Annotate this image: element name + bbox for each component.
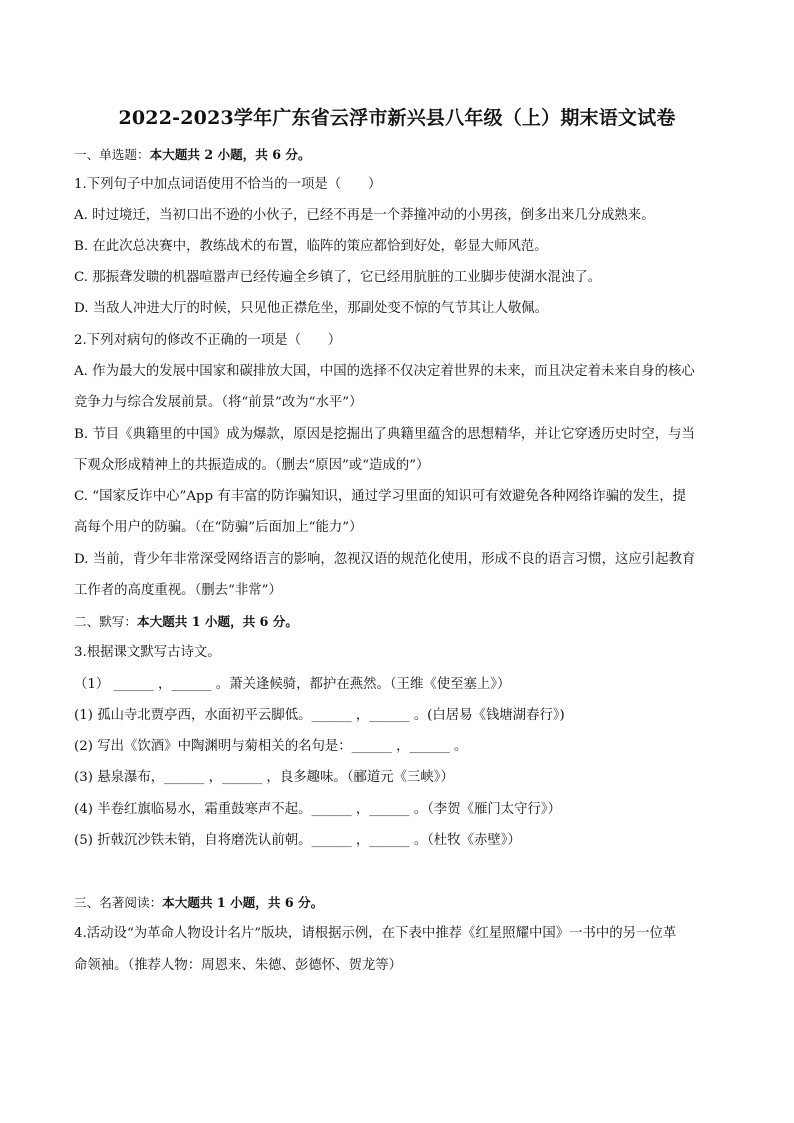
question-2-option-d-line2: 工作者的高度重视。（删去“非常”） [74, 583, 282, 598]
section-1-prefix: 一、单选题： [74, 147, 150, 162]
question-3-line-1: （1） ______ ，______ 。萧关逢候骑，都护在燕然。（王维《使至塞上》） [74, 677, 511, 692]
question-1-option-a: A. 时过境迁，当初口出不逊的小伙子，已经不再是一个莽撞冲动的小男孩，倒多出来几分成熟来。 [74, 208, 655, 223]
section-3-info: 本大题共 1 小题，共 6 分。 [162, 895, 324, 910]
question-2-option-c-line2: 高每个用户的防骗。（在“防骗”后面加上“能力”） [74, 520, 363, 535]
question-1-option-b: B. 在此次总决赛中，教练战术的布置，临阵的策应都恰到好处，彰显大师风范。 [74, 239, 548, 254]
section-3-prefix: 三、名著阅读： [74, 895, 163, 910]
section-2-info: 本大题共 1 小题，共 6 分。 [136, 614, 298, 629]
question-2-option-b-line1: B. 节目《典籍里的中国》成为爆款，原因是挖掘出了典籍里蕴含的思想精华，并让它穿透历史时空，与当 [74, 427, 695, 442]
question-3-line-5: (4) 半卷红旗临易水，霜重鼓寒声不起。______ ，______ 。（李贺《雁门太守行》） [74, 802, 562, 817]
question-3-line-4: (3) 悬泉瀑布，______ ，______ ，良多趣味。（郦道元《三峡》） [74, 770, 454, 785]
section-1-info: 本大题共 2 小题，共 6 分。 [149, 147, 311, 162]
question-1-option-c: C. 那振聋发聩的机器喧嚣声已经传遍全乡镇了，它已经用肮脏的工业脚步使湖水混浊了。 [74, 270, 602, 285]
question-2-option-d-line1: D. 当前，背少年非常深受网络语言的影响，忽视汉语的规范化使用，形成不良的语言习惯，这应引起教育 [74, 552, 696, 567]
question-2-option-c-line1: C. “国家反诈中心”App 有丰富的防诈骗知识，通过学习里面的知识可有效避免各种网络诈骗的发生，提 [74, 489, 687, 504]
question-2-option-a-line2: 竞争力与综合发展前景。（将“前景”改为“水平”） [74, 395, 363, 410]
question-2-option-b-line2: 下观众形成精神上的共振造成的。（删去“原因”或“造成的”） [74, 458, 430, 473]
section-2-heading [74, 613, 298, 631]
question-1-stem: 1.下列句子中加点词语使用不恰当的一项是（ ） [74, 177, 382, 192]
question-2-stem: 2.下列对病句的修改不正确的一项是（ ） [74, 333, 342, 348]
question-2-option-a-line1: A. 作为最大的发展中国家和碳排放大国，中国的选择不仅决定着世界的未来，而且决定着未来自身的核心 [74, 364, 695, 379]
question-3-line-3: (2) 写出《饮酒》中陶渊明与菊相关的名句是：______ ，______ 。 [74, 739, 468, 754]
section-3-heading [74, 894, 323, 912]
question-1-option-d: D. 当敌人冲进大厅的时候，只见他正襟危坐，那副处变不惊的气节其让人敬佩。 [74, 301, 549, 316]
question-3-stem: 3.根据课文默写古诗文。 [74, 645, 221, 660]
exam-title: 2022-2023学年广东省云浮市新兴县八年级（上）期末语文试卷 [118, 107, 676, 129]
question-4-line-1: 4.活动设“为革命人物设计名片”版块，请根据示例，在下表中推荐《红星照耀中国》一书中的另一位革 [74, 926, 677, 941]
question-3-line-2: (1) 孤山寺北贾亭西，水面初平云脚低。______ ，______ 。(白居易《钱塘湖春行》) [74, 708, 565, 723]
question-4-line-2: 命领袖。（推荐人物：周恩来、朱德、彭德怀、贺龙等） [74, 958, 403, 973]
section-2-prefix: 二、默写： [74, 614, 137, 629]
question-3-line-6: (5) 折戟沉沙铁未销，自将磨洗认前朝。______ ，______ 。（杜牧《赤壁》） [74, 833, 521, 848]
section-1-heading [74, 146, 311, 164]
